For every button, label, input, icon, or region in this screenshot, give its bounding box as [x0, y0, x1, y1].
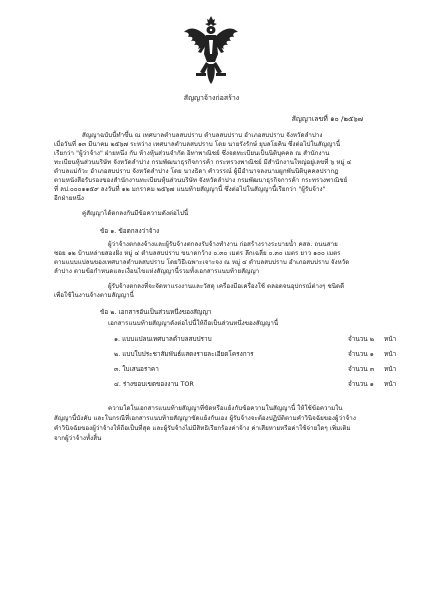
preamble-line: เรียกว่า "ผู้ว่าจ้าง" ฝ่ายหนึ่ง กับ ห้างหุ้นส่วนจำกัด อิทาพาณิชย์ ซึ่งจดทะเบียนเป็นนิติบุคคล ณ สำนักงาน	[54, 150, 330, 157]
clause-line: ผู้ว่าจ้างตกลงจ้างและผู้รับจ้างตกลงรับจ้างทำงาน ก่อสร้างรางระบายน้ำ คสล. ถนนสาย	[108, 241, 338, 248]
closing-line: สัญญานี้บังคับ และในกรณีที่เอกสารแนบท้ายสัญญาขัดแย้งกันเอง ผู้รับจ้างจะต้องปฏิบัติตามคำวินิจฉัยของผู้ว่าจ้าง	[54, 415, 356, 422]
contract-number: สัญญาเลขที่ ๑๐ /๒๕๖๗	[291, 115, 363, 123]
clause-line: เพื่อใช้ในงานจ้างตามสัญญานี้	[54, 292, 134, 299]
attachment-count: จำนวน ๑	[348, 350, 374, 358]
attachment-label: ๒. แบบใบประชาสัมพันธ์แสดงรายละเอียดโครงการ	[114, 350, 254, 358]
attachment-count: จำนวน ๒	[348, 335, 374, 343]
clause-line: ซอย ๑๒ บ้านหล่ายสองฝั่ง หมู่ ๔ ตำบลสบปราบ ขนาดกว้าง ๐.๓๐ เมตร ลึกเฉลี่ย ๐.๓๐ เมตร ยาว ๑๐๐ เมตร	[54, 250, 341, 257]
preamble-line: ตำบลแม่กัวะ อำเภอสบปราบ จังหวัดลำปาง โดย นางธิดา คำวรรณ์ ผู้มีอำนาจลงนามผูกพันนิติบุคคลปรากฏ	[54, 168, 339, 175]
attachment-item	[114, 379, 414, 389]
attachment-unit: หน้า	[384, 365, 397, 373]
attachment-unit: หน้า	[384, 335, 397, 343]
attachment-label: ๑. แบบแปลนเทศบาลตำบลสบปราบ	[114, 335, 212, 343]
closing-line: คำวินิจฉัยของผู้ว่าจ้างให้ถือเป็นที่สุด และผู้รับจ้างไม่มีสิทธิเรียกร้องค่าจ้าง ค่าเสียหายหรือค่าใช้จ่ายใดๆ เพิ่มเติม	[54, 425, 351, 432]
attachment-count: จำนวน ๑	[348, 380, 374, 388]
clause-line: ตามแบบแปลนของเทศบาลตำบลสบปราบ โดยวิธีเฉพาะเจาะจง ณ หมู่ ๔ ตำบลสบปราบ อำเภอสบปราบ จังหวัด	[54, 259, 350, 266]
attachment-unit: หน้า	[384, 380, 397, 388]
attachment-item	[114, 349, 414, 359]
preamble-line: ตามหนังสือรับรองของสำนักงานทะเบียนหุ้นส่วนบริษัท จังหวัดลำปาง กรมพัฒนาธุรกิจการค้า กระทรวงพาณิชย์	[54, 177, 348, 184]
preamble-line: สัญญาฉบับนี้ทำขึ้น ณ เทศบาลตำบลสบปราบ ตำบลสบปราบ อำเภอสบปราบ จังหวัดลำปาง	[82, 132, 323, 139]
closing-line: จากผู้ว่าจ้างทั้งสิ้น	[54, 435, 102, 442]
agreement-line: คู่สัญญาได้ตกลงกันมีข้อความดังต่อไปนี้	[82, 210, 189, 217]
attachment-label: ๓. ใบเสนอราคา	[114, 365, 159, 373]
clause-1-heading: ข้อ ๑. ข้อตกลงว่าจ้าง	[100, 227, 160, 235]
attachment-item	[114, 364, 414, 374]
attachment-label: ๔. ร่างขอบเขตของงาน TOR	[114, 380, 194, 388]
clause-line: ลำปาง ตามข้อกำหนดและเงื่อนไขแห่งสัญญานี้รวมทั้งเอกสารแนบท้ายสัญญา	[54, 268, 260, 275]
closing-line: ความใดในเอกสารแนบท้ายสัญญาที่ขัดหรือแย้งกับข้อความในสัญญานี้ ให้ใช้ข้อความใน	[108, 405, 343, 412]
preamble-line: เมื่อวันที่ ๑๓ มีนาคม ๒๕๖๗ ระหว่าง เทศบาลตำบลสบปราบ โดย นายรังรักษ์ ยุบลโยคิน ซึ่งต่อไปในสัญญานี้	[54, 141, 341, 148]
preamble-line: ทะเบียนหุ้นส่วนบริษัท จังหวัดลำปาง กรมพัฒนาธุรกิจการค้า กระทรวงพาณิชย์ มีสำนักงานใหญ่อยู่เลขที่ ๖ หมู่ ๔	[54, 159, 352, 166]
attachment-item	[114, 334, 414, 344]
preamble-line: ที่ ลป.๐๐๐๑๑๕๙ ลงวันที่ ๑๒ มกราคม ๒๕๖๗ แนบท้ายสัญญานี้ ซึ่งต่อไปในสัญญานี้เรียกว่า "ผู้รับจ้าง"	[54, 186, 326, 193]
clause-2-heading: ข้อ ๒. เอกสารอันเป็นส่วนหนึ่งของสัญญา	[100, 308, 212, 316]
preamble-line: อีกฝ่ายหนึ่ง	[54, 195, 84, 202]
clause-line: ผู้รับจ้างตกลงที่จะจัดหาแรงงานและวัสดุ เครื่องมือเครื่องใช้ ตลอดจนอุปกรณ์ต่างๆ ชนิดดี	[108, 283, 345, 290]
garuda-emblem-icon	[182, 14, 240, 86]
attachment-count: จำนวน ๓	[348, 365, 375, 373]
document-title: สัญญาจ้างก่อสร้าง	[183, 94, 240, 102]
attachment-unit: หน้า	[384, 350, 397, 358]
clause-2-intro: เอกสารแนบท้ายสัญญาดังต่อไปนี้ให้ถือเป็นส่วนหนึ่งของสัญญานี้	[108, 320, 279, 327]
